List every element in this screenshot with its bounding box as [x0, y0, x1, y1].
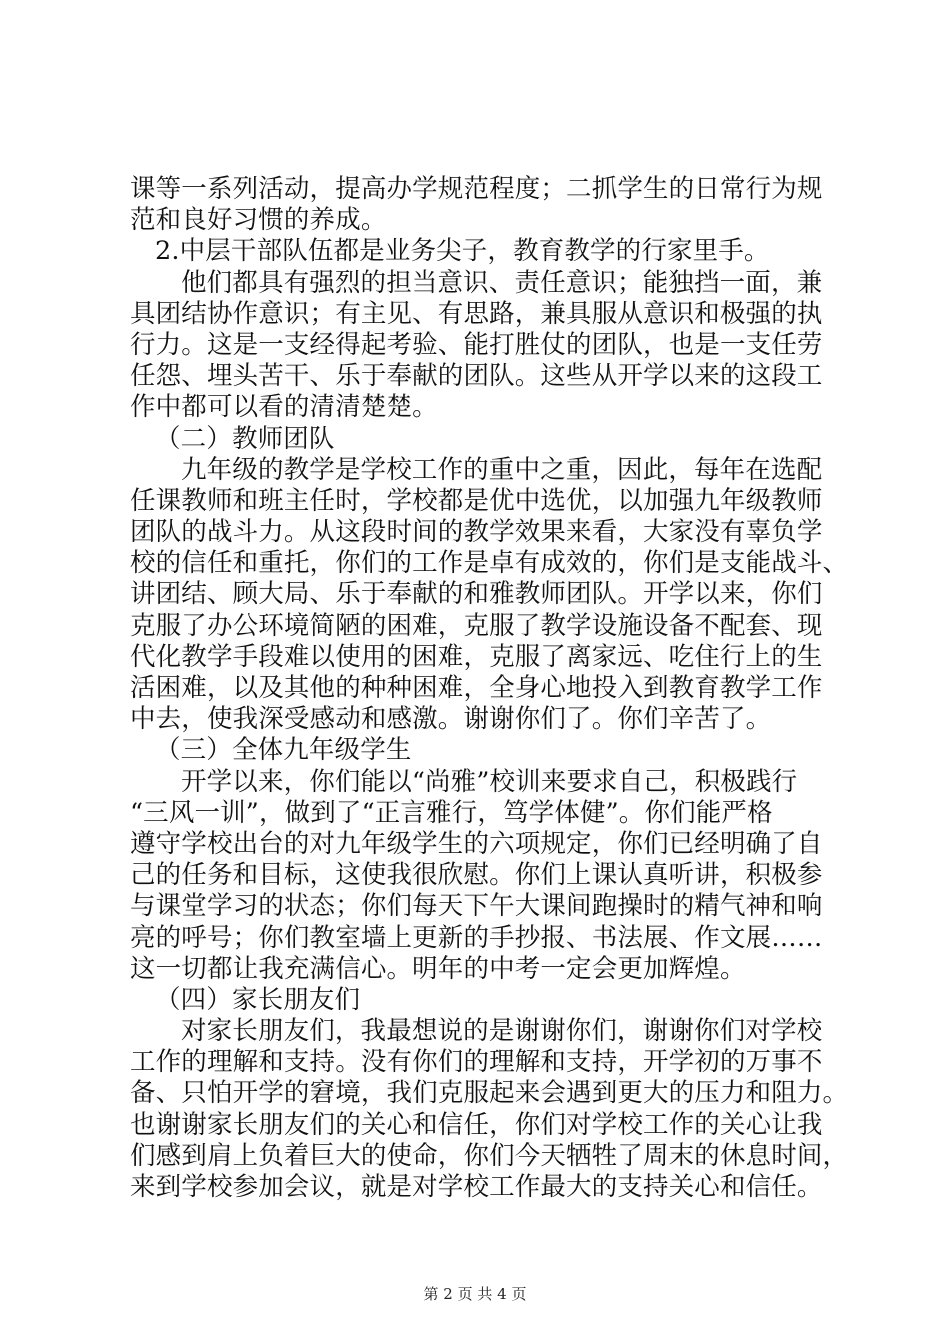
paragraph-start: 他们都具有强烈的担当意识、责任意识；能独挡一面，兼: [181, 267, 823, 298]
section-heading: （二）教师团队: [155, 423, 335, 454]
text-line: 克服了办公环境简陋的困难，克服了教学设施设备不配套、现: [130, 610, 823, 641]
section-heading: （三）全体九年级学生: [155, 735, 412, 766]
text-line: 行力。这是一支经得起考验、能打胜仗的团队，也是一支任劳: [130, 329, 823, 360]
text-line: 们感到肩上负着巨大的使命，你们今天牺牲了周末的休息时间，: [130, 1140, 849, 1171]
text-line: 工作的理解和支持。没有你们的理解和支持，开学初的万事不: [130, 1047, 823, 1078]
text-line: 代化教学手段难以使用的困难，克服了离家远、吃住行上的生: [130, 641, 823, 672]
text-line: 中去，使我深受感动和感激。谢谢你们了。你们辛苦了。: [130, 704, 772, 735]
page-number-footer: 第 2 页 共 4 页: [423, 1285, 527, 1303]
text-line: 任课教师和班主任时，学校都是优中选优，以加强九年级教师: [130, 485, 823, 516]
paragraph-start: 对家长朋友们，我最想说的是谢谢你们，谢谢你们对学校: [181, 1016, 823, 1047]
text-line: 来到学校参加会议，就是对学校工作最大的支持关心和信任。: [130, 1172, 823, 1202]
paragraph-start: 开学以来，你们能以“尚雅”校训来要求自己，积极践行: [181, 766, 798, 797]
text-line: 活困难，以及其他的种种困难，全身心地投入到教育教学工作: [130, 673, 823, 703]
text-line: 这一切都让我充满信心。明年的中考一定会更加辉煌。: [130, 953, 746, 984]
text-line: 备、只怕开学的窘境，我们克服起来会遇到更大的压力和阻力。: [130, 1078, 849, 1109]
paragraph-start: 九年级的教学是学校工作的重中之重，因此，每年在选配: [181, 454, 823, 485]
document-body: [130, 174, 849, 1203]
text-line: 任怨、埋头苦干、乐于奉献的团队。这些从开学以来的这段工: [130, 361, 823, 392]
text-line: 团队的战斗力。从这段时间的教学效果来看，大家没有辜负学: [130, 517, 823, 548]
text-line: 己的任务和目标，这使我很欣慰。你们上课认真听讲，积极参: [130, 860, 823, 891]
text-line: 课等一系列活动，提高办学规范程度；二抓学生的日常行为规: [130, 174, 823, 204]
text-line: 校的信任和重托，你们的工作是卓有成效的，你们是支能战斗、: [130, 548, 849, 579]
text-line: 也谢谢家长朋友们的关心和信任，你们对学校工作的关心让我: [130, 1109, 823, 1140]
text-line: 遵守学校出台的对九年级学生的六项规定，你们已经明确了自: [130, 828, 823, 859]
text-line: 讲团结、顾大局、乐于奉献的和雅教师团队。开学以来，你们: [130, 579, 823, 610]
text-line: “三风一训”，做到了“正言雅行，笃学体健”。你们能严格: [130, 797, 773, 828]
text-line: 亮的呼号；你们教室墙上更新的手抄报、书法展、作文展……: [130, 922, 823, 953]
numbered-heading: 2.中层干部队伍都是业务尖子，教育教学的行家里手。: [155, 236, 770, 267]
section-heading: （四）家长朋友们: [155, 984, 361, 1015]
text-line: 作中都可以看的清清楚楚。: [130, 392, 438, 423]
text-line: 具团结协作意识；有主见、有思路，兼具服从意识和极强的执: [130, 298, 823, 329]
text-line: 与课堂学习的状态；你们每天下午大课间跑操时的精气神和响: [130, 891, 823, 922]
text-line: 范和良好习惯的养成。: [130, 205, 387, 236]
